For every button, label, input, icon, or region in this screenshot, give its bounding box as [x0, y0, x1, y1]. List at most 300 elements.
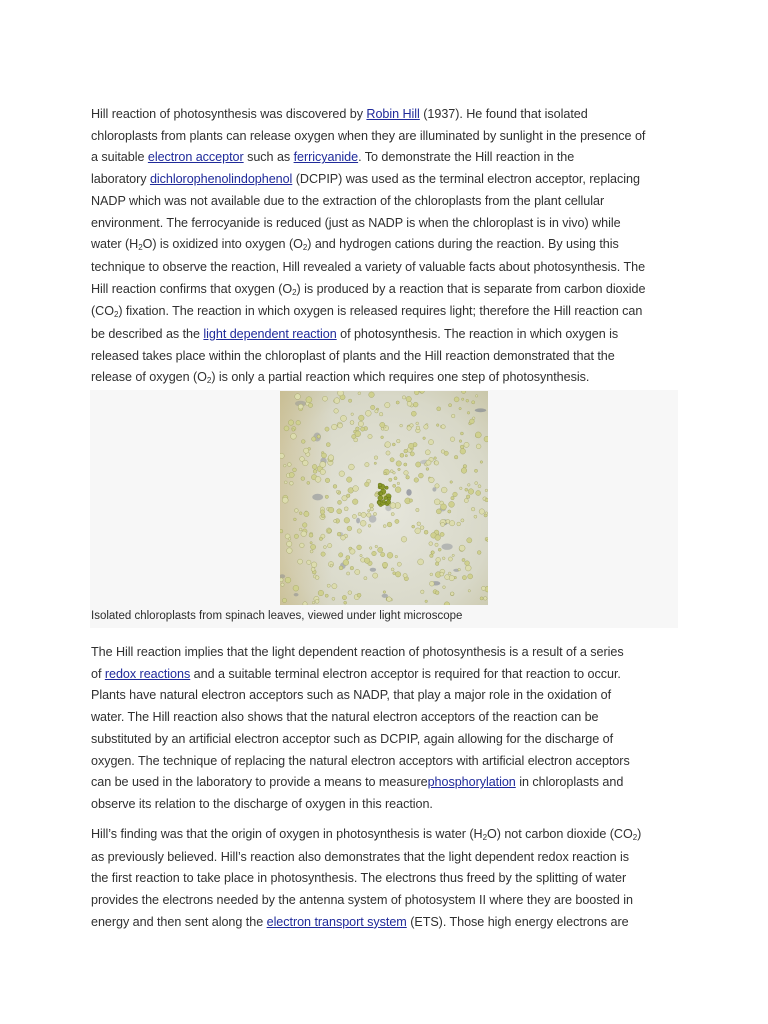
link-redox-reactions[interactable]: redox reactions	[104, 666, 191, 681]
chloroplast	[449, 404, 452, 407]
chloroplast	[410, 452, 414, 456]
chloroplast	[288, 538, 291, 541]
chloroplast	[356, 427, 360, 431]
chloroplast	[380, 422, 385, 427]
chloroplast	[451, 414, 455, 418]
figure-caption: Isolated chloroplasts from spinach leaves, viewed under light microscope	[91, 610, 463, 622]
chloroplast	[346, 494, 350, 498]
chloroplast	[327, 529, 331, 533]
chloroplast	[434, 499, 440, 505]
chloroplast	[360, 554, 362, 556]
chloroplast	[373, 512, 376, 515]
chloroplast	[374, 456, 378, 460]
link-robin-hill[interactable]: Robin Hill	[366, 107, 420, 121]
chloroplast	[282, 497, 288, 503]
text-line: as previously believed. Hill’s reaction also demonstrates that the light dependent redox reaction is	[91, 849, 630, 864]
chloroplast	[365, 462, 369, 466]
chloroplast	[465, 488, 468, 491]
chloroplast	[466, 495, 470, 499]
text-line: water. The Hill reaction also shows that the natural electron acceptors of the reaction can be	[91, 710, 599, 725]
chloroplast	[387, 522, 392, 527]
chloroplast	[423, 437, 426, 440]
chloroplast	[332, 424, 338, 430]
chloroplast	[460, 487, 463, 490]
chloroplast	[484, 436, 488, 442]
chloroplast	[401, 537, 407, 543]
chloroplast	[475, 395, 477, 397]
chloroplast	[378, 547, 383, 552]
chloroplast	[400, 424, 403, 427]
chloroplast	[284, 481, 287, 484]
chloroplast	[448, 557, 452, 561]
chloroplast	[295, 394, 301, 400]
chloroplast	[450, 592, 454, 596]
chloroplast	[395, 572, 400, 577]
chloroplast	[435, 484, 439, 488]
chloroplast	[368, 510, 370, 512]
chloroplast	[437, 407, 441, 411]
chloroplast	[441, 450, 445, 454]
chloroplast	[358, 392, 361, 395]
chloroplast	[285, 577, 291, 583]
chloroplast	[328, 543, 332, 547]
chloroplast	[284, 464, 287, 467]
chloroplast	[415, 528, 421, 534]
chloroplast	[471, 507, 475, 511]
chloroplast	[461, 519, 464, 522]
chloroplast	[468, 574, 473, 579]
link-dichlorophenolindophenol[interactable]: dichlorophenolindophenol	[149, 172, 293, 187]
chloroplast	[387, 552, 393, 558]
text-line: Hill’s finding was that the origin of oxygen in photosynthesis is water $(H_2O)$ not carbon dioxide $(CO_2)$	[91, 827, 642, 842]
chloroplast	[389, 478, 392, 481]
link-light-dependent-reaction[interactable]: light dependent reaction	[203, 327, 337, 342]
chloroplast	[352, 499, 358, 505]
chloroplast-cluster	[378, 483, 382, 487]
chloroplast	[485, 498, 488, 502]
chloroplast	[325, 594, 328, 597]
chloroplast	[288, 420, 293, 425]
paragraph-2	[91, 642, 681, 816]
chloroplast	[334, 398, 340, 404]
chloroplast	[475, 432, 481, 438]
chloroplast	[403, 573, 407, 577]
chloroplast	[334, 409, 339, 414]
chloroplast	[460, 449, 466, 455]
chloroplast	[298, 559, 303, 564]
chloroplast	[430, 573, 433, 576]
chloroplast	[375, 545, 378, 548]
chloroplast	[425, 600, 428, 603]
chloroplast	[445, 575, 450, 580]
chloroplast	[332, 597, 335, 600]
chloroplast	[288, 463, 292, 467]
chloroplast	[358, 421, 363, 426]
chloroplast	[339, 553, 343, 557]
chloroplast	[465, 565, 471, 571]
chloroplast	[396, 401, 399, 404]
text-line: $(CO_2)$ fixation. The reaction in which oxygen is released requires light; therefore the Hill reaction can	[91, 304, 643, 320]
chloroplast	[346, 556, 350, 560]
chloroplast	[357, 593, 361, 597]
chloroplast	[310, 542, 312, 544]
figure-chloroplasts	[90, 390, 678, 628]
chloroplast	[440, 572, 444, 576]
chloroplast	[409, 499, 412, 502]
chloroplast	[299, 512, 302, 515]
chloroplast	[430, 554, 434, 558]
chloroplast	[395, 487, 401, 493]
chloroplast	[391, 513, 394, 516]
chloroplast	[347, 572, 350, 575]
chloroplast	[292, 429, 295, 432]
chloroplast	[436, 557, 441, 562]
chloroplast	[454, 455, 458, 459]
text-line: water $(H_2O)$ is oxidized into oxygen $(O_2)$ and hydrogen cations during the reaction. By using this	[91, 237, 619, 253]
link-ferricyanide[interactable]: ferricyanide	[293, 150, 359, 165]
chloroplast	[435, 543, 438, 546]
chloroplast	[371, 405, 375, 409]
chloroplast	[320, 469, 325, 474]
chloroplast	[395, 555, 398, 558]
chloroplast	[390, 458, 394, 462]
chloroplast	[416, 508, 419, 511]
chloroplast	[344, 518, 350, 524]
text-line: NADP which was not available due to the extraction of the chloroplasts from the plant cellular	[91, 193, 605, 208]
chloroplast	[315, 599, 319, 603]
chloroplast-cluster	[385, 486, 388, 489]
chloroplast	[428, 440, 433, 445]
chloroplast	[342, 595, 346, 599]
chloroplast	[334, 520, 337, 523]
chloroplast	[404, 463, 407, 466]
chloroplast	[468, 489, 474, 495]
chloroplast	[391, 568, 394, 571]
chloroplast	[302, 523, 307, 528]
chloroplast	[397, 562, 401, 566]
chloroplast	[355, 431, 361, 437]
chloroplast	[315, 477, 321, 483]
text-line: Plants have natural electron acceptors such as NADP, that play a major role in the oxidation of	[91, 688, 612, 703]
chloroplast	[355, 569, 360, 574]
chloroplast	[299, 528, 302, 531]
chloroplast	[478, 485, 481, 488]
chloroplast	[459, 545, 465, 551]
chloroplast	[390, 470, 393, 473]
chloroplast	[476, 444, 481, 449]
text-line: be described as the light dependent reaction of photosynthesis. The reaction in which oxygen is	[91, 327, 619, 342]
debris-speck	[442, 544, 453, 550]
chloroplast	[350, 566, 354, 570]
chloroplast	[308, 403, 312, 407]
chloroplast	[417, 522, 421, 526]
chloroplast	[354, 438, 358, 442]
chloroplast	[323, 396, 328, 401]
chloroplast	[472, 401, 475, 404]
chloroplast	[343, 560, 349, 566]
chloroplast	[300, 457, 305, 462]
chloroplast	[301, 531, 307, 537]
chloroplast	[318, 590, 324, 596]
chloroplast	[328, 507, 334, 513]
chloroplast	[339, 566, 343, 570]
chloroplast	[357, 529, 361, 533]
chloroplast	[372, 551, 377, 556]
chloroplast	[375, 493, 379, 497]
chloroplast	[484, 597, 488, 601]
chloroplast	[347, 477, 352, 482]
text-line: the first reaction to take place in photosynthesis. The electrons thus freed by the splitting of water	[91, 871, 627, 886]
chloroplast	[414, 478, 419, 483]
chloroplast	[311, 562, 317, 568]
chloroplast	[413, 402, 418, 407]
chloroplast	[386, 451, 390, 455]
chloroplast	[323, 546, 326, 549]
chloroplast	[300, 543, 305, 548]
chloroplast	[429, 542, 433, 546]
chloroplast	[320, 462, 326, 468]
chloroplast	[436, 509, 441, 514]
chloroplast	[309, 533, 313, 537]
text-line: laboratory dichlorophenolindophenol (DCPIP) was used as the terminal electron acceptor, replacing	[91, 172, 640, 187]
chloroplast	[398, 468, 401, 471]
chloroplast	[344, 601, 347, 604]
chloroplast	[369, 504, 373, 508]
chloroplast	[374, 462, 376, 464]
chloroplast	[434, 457, 437, 460]
chloroplast	[307, 560, 311, 564]
paragraph-1	[91, 104, 681, 390]
chloroplast	[294, 518, 297, 521]
chloroplast	[319, 537, 322, 540]
chloroplast	[440, 532, 444, 536]
chloroplast	[321, 514, 325, 518]
chloroplast	[280, 453, 284, 458]
text-line: of redox reactions and a suitable terminal electron acceptor is required for that reaction to occur.	[91, 666, 621, 681]
chloroplast	[441, 425, 445, 429]
chloroplast	[470, 419, 475, 424]
chloroplast	[361, 427, 365, 431]
debris-speck	[312, 494, 323, 501]
text-line: Hill reaction of photosynthesis was discovered by Robin Hill (1937). He found that isolated	[91, 107, 588, 121]
chloroplast	[307, 481, 310, 484]
chloroplast	[351, 413, 354, 416]
chloroplast	[280, 578, 283, 582]
chloroplast	[322, 453, 327, 458]
chloroplast	[441, 487, 447, 493]
chloroplast	[383, 525, 386, 528]
chloroplast	[450, 481, 453, 484]
chloroplast	[431, 551, 434, 554]
chloroplast	[370, 508, 373, 511]
chloroplast	[384, 472, 387, 475]
chloroplast	[443, 586, 446, 589]
chloroplast-cluster	[384, 496, 388, 500]
chloroplast	[480, 461, 483, 464]
chloroplast	[337, 532, 341, 536]
chloroplast	[282, 598, 286, 602]
chloroplast	[311, 544, 316, 549]
chloroplast	[310, 550, 313, 553]
debris-speck	[356, 518, 360, 524]
chloroplast	[284, 426, 289, 431]
chloroplast	[448, 510, 451, 513]
chloroplast	[321, 552, 325, 556]
chloroplast	[369, 392, 375, 398]
chloroplast	[462, 576, 466, 580]
chloroplast	[395, 519, 399, 523]
text-line: technique to observe the reaction, Hill revealed a variety of valuable facts about photosynthesis. The	[91, 259, 646, 274]
chloroplast	[426, 460, 431, 465]
chloroplast-cluster	[378, 501, 382, 505]
chloroplast	[472, 417, 475, 420]
chloroplast	[438, 548, 441, 551]
chloroplast	[303, 602, 307, 605]
chloroplast	[476, 491, 481, 496]
chloroplast	[435, 535, 441, 541]
text-line: substituted by an artificial electron acceptor such as DCPIP, again allowing for the discharge of	[91, 731, 614, 746]
chloroplast	[396, 461, 401, 466]
chloroplast	[381, 436, 384, 439]
chloroplast	[446, 519, 450, 523]
chloroplast	[383, 591, 386, 594]
chloroplast	[390, 503, 396, 509]
chloroplast	[341, 535, 346, 540]
chloroplast	[419, 473, 424, 478]
chloroplast	[369, 547, 372, 550]
chloroplast	[293, 468, 297, 472]
chloroplast	[418, 559, 424, 565]
chloroplast	[350, 549, 355, 554]
chloroplast	[406, 476, 410, 480]
text-line: released takes place within the chloroplast of plants and the Hill reaction demonstrated that the	[91, 348, 615, 363]
chloroplast	[325, 495, 328, 498]
chloroplast	[365, 482, 370, 487]
chloroplast	[435, 591, 439, 595]
chloroplast	[338, 423, 343, 428]
chloroplast	[407, 401, 412, 406]
debris-speck	[475, 408, 487, 412]
chloroplast	[364, 558, 370, 564]
chloroplast	[312, 437, 316, 441]
chloroplast	[416, 422, 419, 425]
chloroplast	[290, 481, 294, 485]
chloroplast	[468, 590, 470, 592]
chloroplast	[304, 511, 309, 516]
chloroplast	[364, 577, 367, 580]
chloroplast	[420, 526, 424, 530]
chloroplast	[306, 397, 312, 403]
text-line: provides the electrons needed by the antenna system of photosystem II where they are boosted in	[91, 893, 634, 908]
chloroplast	[410, 424, 414, 428]
chloroplast	[397, 439, 401, 443]
chloroplast	[429, 477, 435, 483]
chloroplast	[360, 520, 366, 526]
chloroplast	[392, 443, 395, 446]
chloroplast-cluster	[379, 492, 383, 496]
chloroplast	[449, 575, 454, 580]
chloroplast	[442, 557, 445, 560]
text-line: observe its relation to the discharge of oxygen in this reaction.	[91, 796, 433, 811]
chloroplast	[349, 464, 355, 470]
chloroplast	[350, 421, 354, 425]
chloroplast	[359, 415, 365, 421]
chloroplast	[462, 558, 465, 561]
chloroplast	[385, 442, 391, 448]
chloroplast	[466, 399, 469, 402]
paragraph-3	[91, 824, 681, 934]
chloroplast	[312, 464, 317, 469]
text-line: can be used in the laboratory to provide a means to measurephosphorylation in chloroplasts and	[91, 775, 624, 790]
chloroplast	[421, 590, 425, 594]
chloroplast	[341, 415, 347, 421]
chloroplast	[394, 477, 397, 480]
chloroplast	[402, 396, 405, 399]
chloroplast	[434, 461, 438, 465]
link-electron-transport-system[interactable]: electron transport system	[266, 914, 407, 929]
chloroplast	[412, 525, 415, 528]
chloroplast-cluster	[382, 500, 385, 503]
chloroplast	[404, 471, 409, 476]
chloroplast	[481, 586, 485, 590]
chloroplast	[291, 433, 297, 439]
chloroplast	[294, 534, 298, 538]
chloroplast	[458, 568, 461, 571]
text-line: Hill reaction confirms that oxygen $(O_2)$ is produced by a reaction that is separate from carbon dioxide	[91, 281, 646, 297]
chloroplast-cluster	[386, 500, 390, 504]
link-phosphorylation[interactable]: phosphorylation	[427, 775, 516, 790]
chloroplast	[429, 581, 434, 586]
chloroplast	[311, 567, 315, 571]
chloroplast	[474, 469, 477, 472]
chloroplast	[348, 399, 351, 402]
chloroplast	[368, 524, 371, 527]
chloroplast	[467, 538, 472, 543]
chloroplast	[464, 499, 468, 503]
chloroplast	[406, 396, 411, 401]
chloroplast	[320, 510, 324, 514]
chloroplast	[449, 502, 455, 508]
chloroplast	[424, 530, 428, 534]
chloroplast	[425, 450, 430, 455]
text-line: energy and then sent along the electron transport system (ETS). Those high energy electrons are	[91, 914, 629, 929]
chloroplast	[408, 443, 413, 448]
chloroplast	[336, 490, 339, 493]
chloroplast	[416, 462, 421, 467]
chloroplast	[404, 449, 408, 453]
chloroplast	[289, 472, 294, 477]
chloroplast	[400, 453, 404, 457]
chloroplast	[414, 391, 419, 395]
chloroplast	[325, 478, 330, 483]
chloroplast	[344, 507, 348, 511]
microscope-photo	[280, 391, 488, 605]
chloroplast	[451, 496, 454, 499]
chloroplast	[293, 585, 299, 591]
chloroplast	[381, 552, 385, 556]
chloroplast	[315, 576, 319, 580]
chloroplast	[385, 402, 390, 407]
chloroplast	[365, 410, 371, 416]
chloroplast	[457, 522, 461, 526]
chloroplast	[328, 455, 334, 461]
link-electron-acceptor[interactable]: electron acceptor	[147, 150, 244, 165]
chloroplast	[436, 424, 439, 427]
chloroplast	[387, 597, 392, 602]
chloroplast	[301, 477, 305, 481]
chloroplast	[426, 468, 429, 471]
chloroplast	[347, 526, 352, 531]
